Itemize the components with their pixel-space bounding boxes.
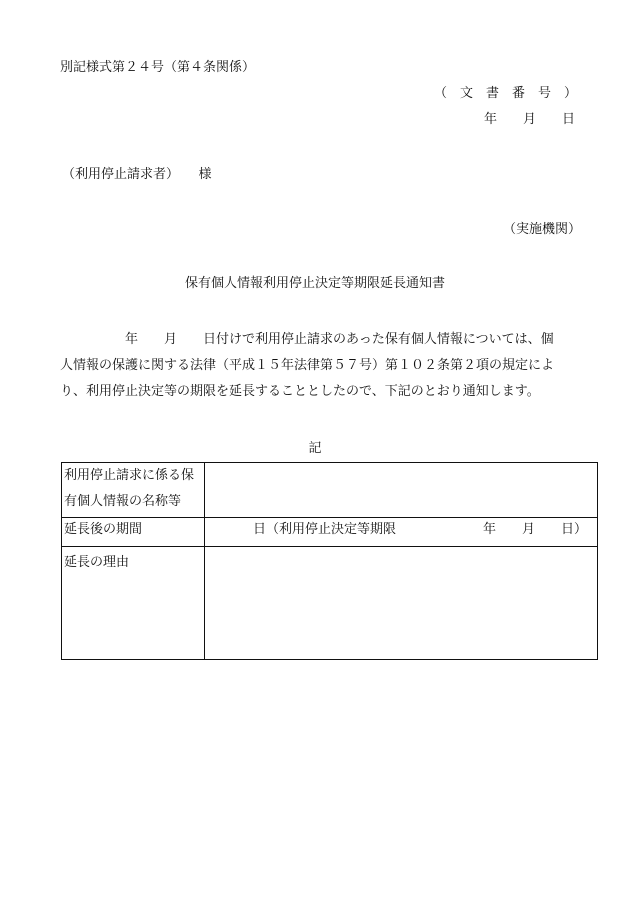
form-number: 別記様式第２４号（第４条関係） bbox=[60, 60, 256, 75]
table-row-extended-period bbox=[62, 518, 598, 547]
notice-body-line-1: 年 月 日付けで利用停止請求のあった保有個人情報については、個 bbox=[60, 332, 554, 347]
value-extended-period bbox=[205, 518, 598, 547]
details-table bbox=[61, 462, 598, 660]
table-row-info-name bbox=[62, 463, 598, 518]
value-info-name bbox=[205, 463, 598, 518]
addressee-requester: （利用停止請求者） 様 bbox=[62, 167, 212, 182]
document-number: （ 文 書 番 号 ） bbox=[434, 86, 578, 101]
document-date: 年 月 日 bbox=[484, 112, 576, 127]
document-title: 保有個人情報利用停止決定等期限延長通知書 bbox=[184, 276, 445, 291]
issuing-agency: （実施機関） bbox=[503, 222, 582, 237]
notice-body-line-2: 人情報の保護に関する法律（平成１５年法律第５７号）第１０２条第２項の規定によ bbox=[60, 358, 555, 373]
notice-body-line-3: り、利用停止決定等の期限を延長することとしたので、下記のとおり通知します。 bbox=[60, 384, 540, 399]
label-extension-reason: 延長の理由 bbox=[62, 547, 205, 660]
label-extended-period: 延長後の期間 bbox=[62, 518, 205, 547]
label-info-name bbox=[62, 463, 205, 518]
label-info-name-line-2: 有個人情報の名称等 bbox=[64, 494, 182, 509]
extended-period-deadline: 年 月 日） bbox=[482, 522, 587, 537]
ki-heading: 記 bbox=[308, 441, 322, 456]
notice-body bbox=[60, 327, 604, 405]
extended-period-days: 日（利用停止決定等期限 bbox=[253, 522, 397, 537]
label-info-name-line-1: 利用停止請求に係る保 bbox=[64, 468, 195, 483]
value-extension-reason bbox=[205, 547, 598, 660]
table-row-extension-reason bbox=[62, 547, 598, 660]
